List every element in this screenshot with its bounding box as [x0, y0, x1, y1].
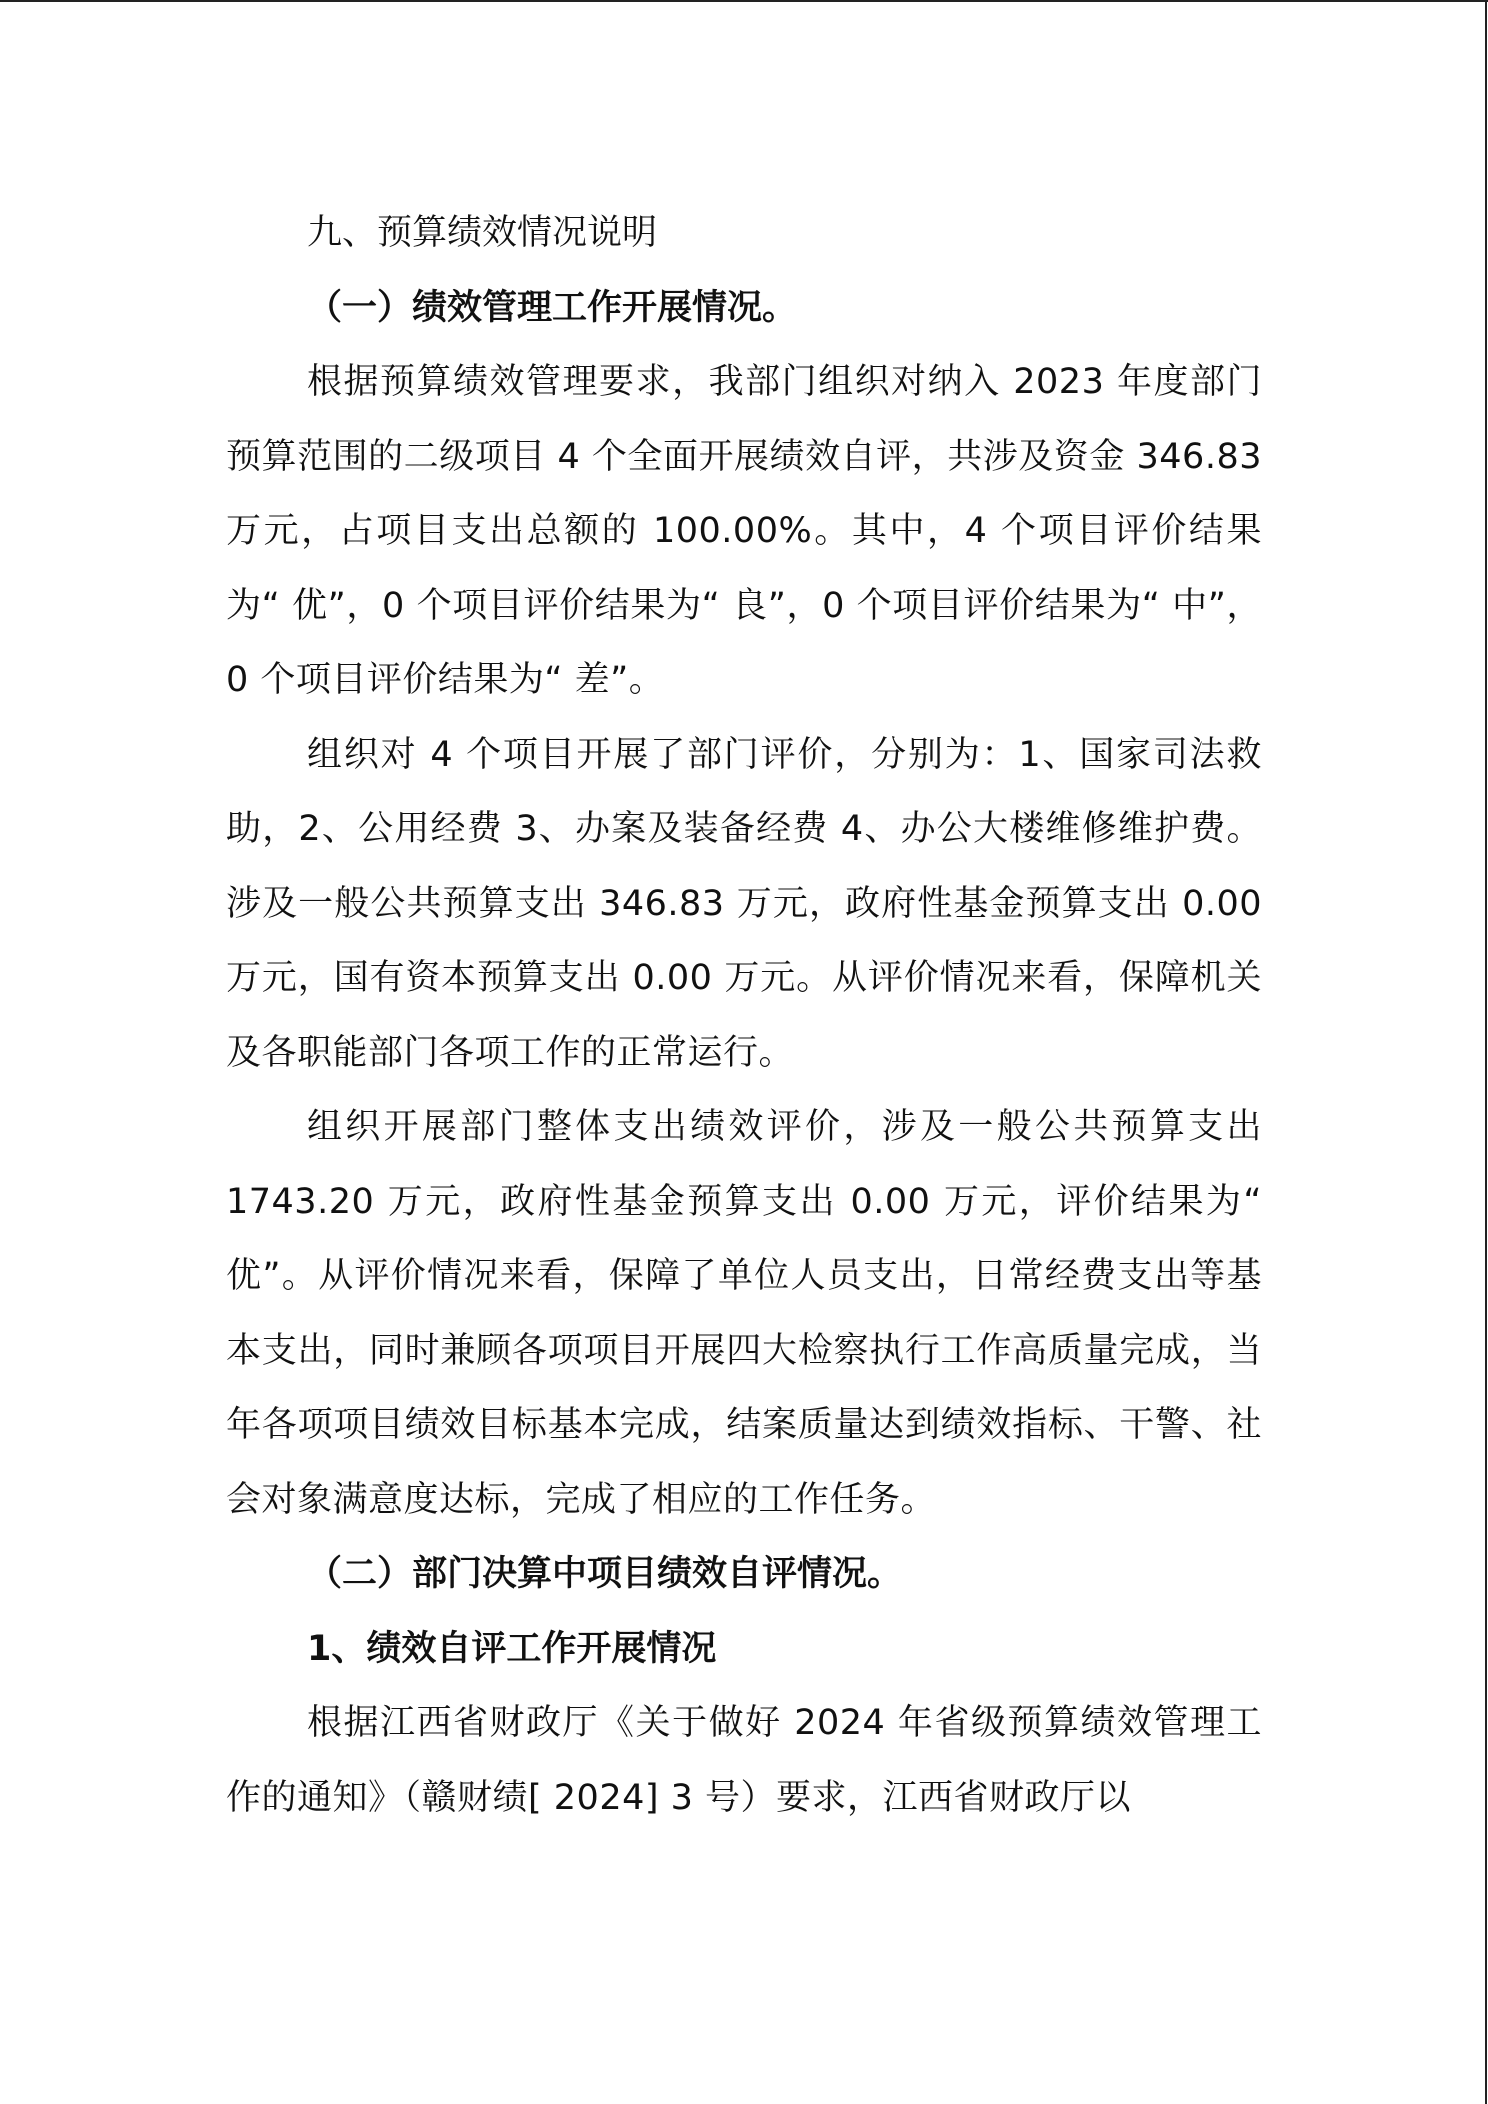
subsection-1-title: （一）绩效管理工作开展情况。	[307, 287, 798, 328]
paragraph-2: 组织对 4 个项目开展了部门评价，分别为：1、国家司法救助，2、公用经费 3、办案及装备经费 4、办公大楼维修维护费。涉及一般公共预算支出 346.83 万元，政府性基金预算支出 0.00 万元，国有资本预算支出 0.00 万元。从评价情况来看，保障机关及各职能部门各项工作的正常运行。	[226, 734, 1262, 1073]
paragraph-1: 根据预算绩效管理要求，我部门组织对纳入 2023 年度部门预算范围的二级项目 4 个全面开展绩效自评，共涉及资金 346.83 万元，占项目支出总额的 100.00%。其中，4 个项目评价结果为“ 优”，0 个项目评价结果为“ 良”，0 个项目评价结果为“ 中”，0 个项目评价结果为“ 差”。	[226, 362, 1262, 700]
document-body	[226, 196, 1262, 1835]
page-top-border	[0, 0, 1488, 2]
subsection-2-title: （二）部门决算中项目绩效自评情况。	[307, 1554, 903, 1594]
item-1-title: 1、绩效自评工作开展情况	[307, 1628, 717, 1669]
page-right-border	[1485, 0, 1487, 2104]
paragraph-4: 根据江西省财政厅《关于做好 2024 年省级预算绩效管理工作的通知》（赣财绩[ 2024] 3 号）要求，江西省财政厅以	[226, 1703, 1262, 1818]
paragraph-3: 组织开展部门整体支出绩效评价，涉及一般公共预算支出 1743.20 万元，政府性基金预算支出 0.00 万元，评价结果为“ 优”。从评价情况来看，保障了单位人员支出，日常经费支出等基本支出，同时兼顾各项项目开展四大检察执行工作高质量完成，当年各项项目绩效目标基本完成，结案质量达到绩效指标、干警、社会对象满意度达标，完成了相应的工作任务。	[226, 1107, 1262, 1520]
section-title: 九、预算绩效情况说明	[307, 213, 658, 253]
